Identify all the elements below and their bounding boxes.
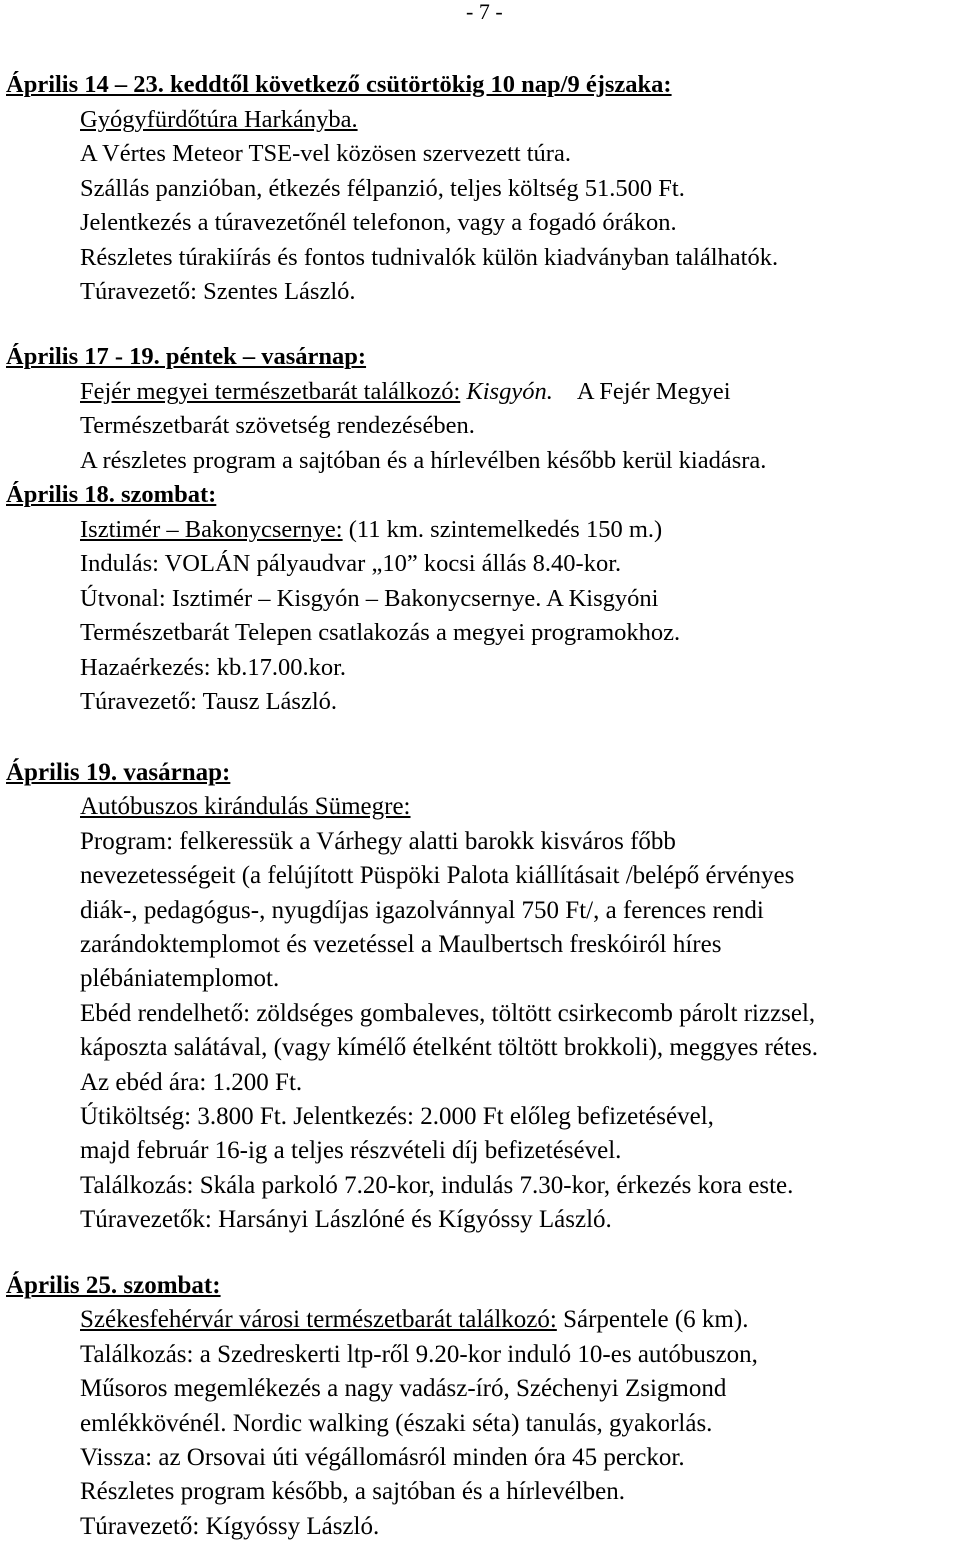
event-line: plébániatemplomot.: [80, 965, 280, 993]
event-sub-title-line: [6, 513, 956, 548]
event-title-line: [6, 1303, 956, 1337]
event-line: Útiköltség: 3.800 Ft. Jelentkezés: 2.000 Ft előleg befizetésével,: [80, 1102, 714, 1130]
event-heading: Április 17 - 19. péntek – vasárnap:: [6, 343, 367, 370]
event-sub-title-rest: (11 km. szintemelkedés 150 m.): [342, 515, 663, 543]
event-april-17-19: [6, 340, 956, 720]
event-april-14-23: [6, 68, 956, 310]
event-line: A Vértes Meteor TSE-vel közösen szervezett túra.: [80, 140, 571, 167]
event-line: Útvonal: Isztimér – Kisgyón – Bakonycsernye. A Kisgyóni: [80, 584, 659, 612]
event-line: zarándoktemplomot és vezetéssel a Maulbertsch freskóiról híres: [80, 930, 722, 958]
event-line: Természetbarát Telepen csatlakozás a megyei programokhoz.: [80, 619, 681, 646]
event-line: Hazaérkezés: kb.17.00.kor.: [80, 653, 346, 681]
page-number: - 7 -: [466, 0, 503, 24]
event-line: Találkozás: Skála parkoló 7.20-kor, indulás 7.30-kor, érkezés kora este.: [80, 1171, 794, 1199]
event-line: A részletes program a sajtóban és a hírlevélben később kerül kiadásra.: [80, 446, 767, 474]
event-heading: Április 14 – 23. keddtől következő csütörtökig 10 nap/9 éjszaka:: [6, 71, 672, 98]
event-line: nevezetességeit (a felújított Püspöki Palota kiállításait /belépő érvényes: [80, 862, 795, 890]
event-line: Ebéd rendelhető: zöldséges gombaleves, töltött csirkecomb párolt rizzsel,: [80, 999, 816, 1027]
event-line: emlékkövénél. Nordic walking (északi séta) tanulás, gyakorlás.: [80, 1409, 713, 1437]
event-guide: Túravezető: Kígyóssy László.: [80, 1512, 380, 1540]
event-title-rest: Sárpentele (6 km).: [556, 1306, 749, 1334]
event-sub-heading: Április 18. szombat:: [6, 481, 217, 508]
event-title: Gyógyfürdőtúra Harkányba.: [80, 105, 358, 133]
event-guide: Túravezető: Tausz László.: [80, 688, 338, 715]
event-heading: Április 25. szombat:: [6, 1272, 221, 1299]
event-guide: Túravezető: Szentes László.: [80, 278, 356, 305]
event-line: Részletes program később, a sajtóban és a hírlevélben.: [80, 1478, 625, 1506]
event-line: Részletes túrakiírás és fontos tudnivalók külön kiadványban találhatók.: [80, 243, 779, 271]
event-line: Indulás: VOLÁN pályaudvar „10” kocsi állás 8.40-kor.: [80, 550, 622, 577]
event-line: majd február 16-ig a teljes részvételi díj befizetésével.: [80, 1137, 622, 1165]
event-april-25: [6, 1269, 956, 1544]
event-line: Szállás panzióban, étkezés félpanzió, teljes költség 51.500 Ft.: [80, 174, 685, 202]
event-april-19: [6, 756, 956, 1237]
event-line: Jelentkezés a túravezetőnél telefonon, vagy a fogadó órákon.: [80, 209, 677, 236]
event-sub-title: Isztimér – Bakonycsernye:: [80, 515, 343, 543]
event-title: Székesfehérvár városi természetbarát találkozó:: [80, 1306, 557, 1334]
event-title-line: [6, 375, 956, 410]
event-line: Program: felkeressük a Várhegy alatti barokk kisváros főbb: [80, 827, 676, 855]
event-guide: Túravezetők: Harsányi Lászlóné és Kígyóssy László.: [80, 1206, 612, 1234]
event-line: diák-, pedagógus-, nyugdíjas igazolvánnyal 750 Ft/, a ferences rendi: [80, 896, 764, 924]
event-title: Fejér megyei természetbarát találkozó:: [80, 377, 461, 405]
event-heading: Április 19. vasárnap:: [6, 759, 231, 786]
event-location: Kisgyón.: [466, 377, 553, 405]
event-line: Vissza: az Orsovai úti végállomásról minden óra 45 perckor.: [80, 1443, 685, 1471]
event-title-rest: A Fejér Megyei: [576, 377, 731, 405]
event-line: Műsoros megemlékezés a nagy vadász-író, Széchenyi Zsigmond: [80, 1375, 727, 1403]
event-line: Az ebéd ára: 1.200 Ft.: [80, 1068, 303, 1096]
event-line: Természetbarát szövetség rendezésében.: [80, 412, 475, 439]
event-line: Találkozás: a Szedreskerti ltp-ről 9.20-kor induló 10-es autóbuszon,: [80, 1340, 758, 1368]
event-title: Autóbuszos kirándulás Sümegre:: [80, 793, 411, 821]
event-line: káposzta salátával, (vagy kímélő ételként töltött brokkoli), meggyes rétes.: [80, 1034, 818, 1062]
